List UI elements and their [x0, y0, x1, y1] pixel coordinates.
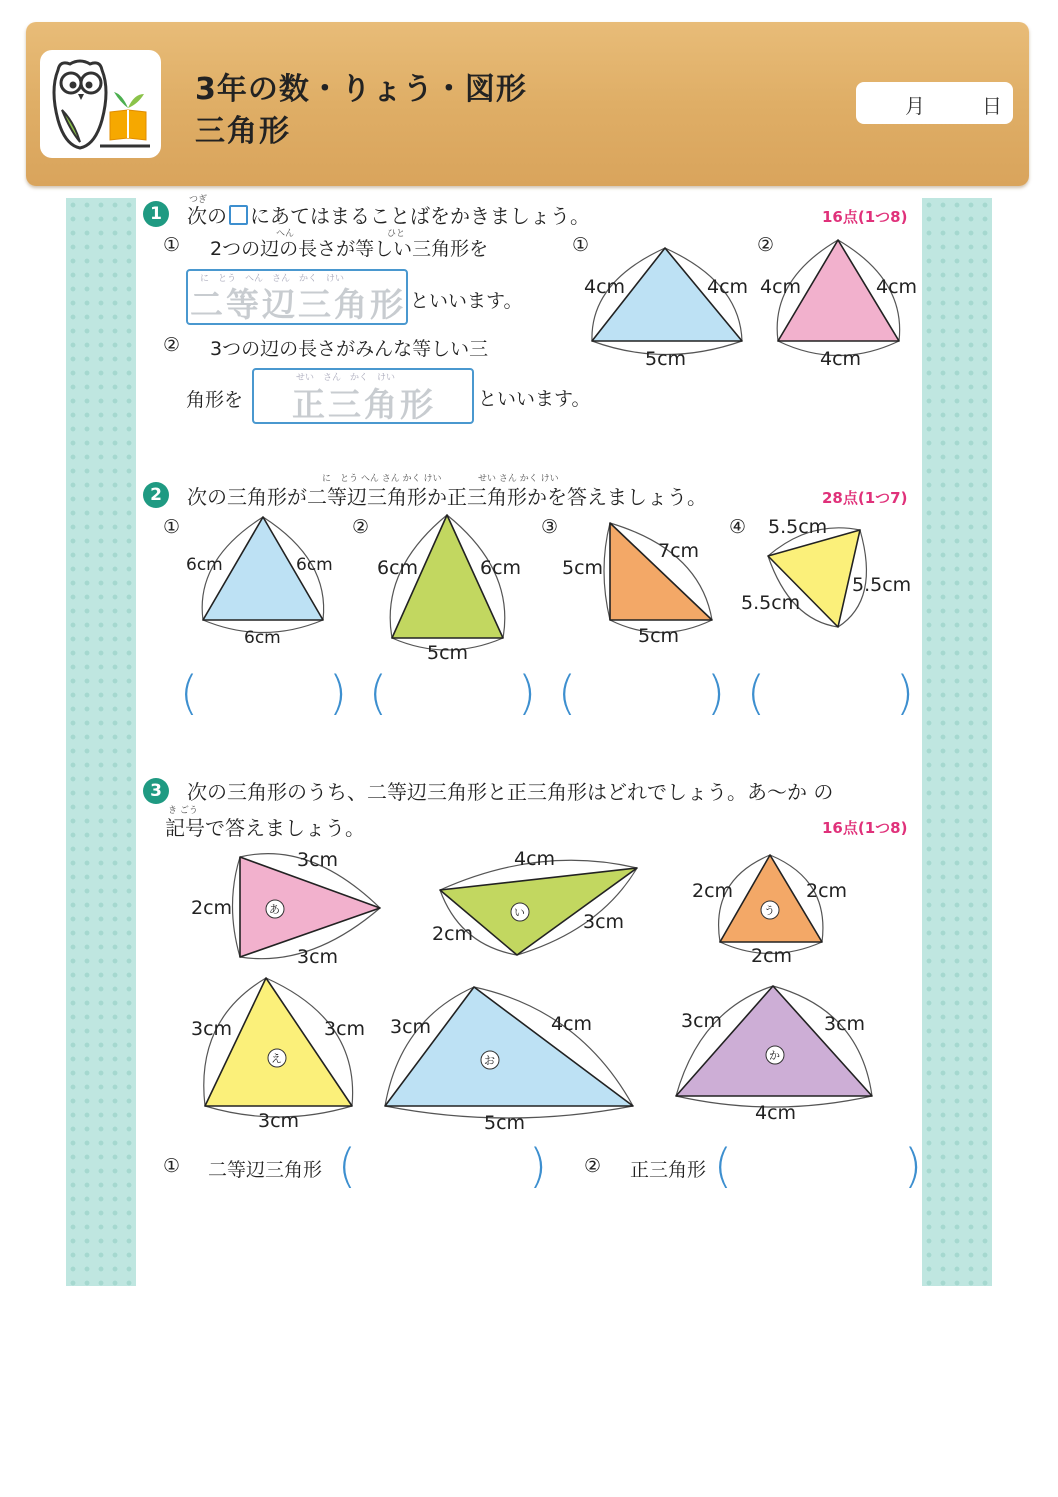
q1-answer2-ruby: せい さん かく けい	[296, 373, 396, 383]
q1-fig1-side-bottom: 5cm	[645, 348, 687, 370]
q2-fig4-mark: ④	[729, 516, 747, 538]
ruby-hito: ひと	[387, 229, 406, 239]
q3-triangle-a	[240, 857, 380, 957]
month-label: 月	[905, 94, 925, 118]
q2-points: 28点(1つ7)	[822, 489, 908, 507]
q3-id-ka: か	[769, 1049, 780, 1062]
q1-answer1-ruby: に とう へん さん かく けい	[200, 274, 345, 284]
q2-fig3-mark: ③	[541, 516, 559, 538]
q1-fig2-mark: ②	[757, 234, 775, 256]
q2-answer1-close[interactable]: )	[329, 666, 347, 720]
q1-prompt: 次の にあてはまることばをかきましょう。	[187, 204, 590, 228]
q2-fig3-side-bottom: 5cm	[638, 625, 680, 647]
ruby-tsugi: つぎ	[189, 195, 208, 205]
q2-fig1-side-bottom: 6cm	[244, 628, 281, 648]
q2-answer2-open[interactable]: (	[369, 666, 387, 720]
q1-item1-tail: といいます。	[410, 290, 523, 312]
q3-prompt-line2: 記号で答えましょう。	[165, 816, 365, 840]
q1-fig2-side-bottom: 4cm	[820, 348, 862, 370]
q1-fig2-side-right: 4cm	[876, 276, 918, 298]
q3-a-side-bottom: 3cm	[297, 946, 339, 968]
q3-i-side-top: 4cm	[514, 848, 556, 870]
ruby-kigou: き ごう	[168, 806, 198, 816]
q3-i-side-right: 3cm	[583, 911, 625, 933]
ruby-hen: へん	[276, 229, 295, 239]
q2-fig3-side-left: 5cm	[562, 557, 604, 579]
q1-fig1-side-right: 4cm	[707, 276, 749, 298]
q3-id-i: い	[514, 906, 525, 919]
day-label: 日	[982, 94, 1002, 118]
q3-e-side-right: 3cm	[324, 1018, 366, 1040]
q1-item2-tail: といいます。	[478, 388, 591, 410]
q3-answer2-close[interactable]: )	[904, 1139, 922, 1193]
q3-answer2-label: 正三角形	[630, 1159, 707, 1181]
q2-fig3-side-hyp: 7cm	[658, 540, 700, 562]
question-number-1: 1	[143, 201, 169, 227]
q2-answer4-open[interactable]: (	[747, 666, 765, 720]
q3-o-side-right: 4cm	[551, 1013, 593, 1035]
q3-e-side-left: 3cm	[191, 1018, 233, 1040]
worksheet-subtitle: 三角形	[195, 114, 291, 149]
q3-i-side-left: 2cm	[432, 923, 474, 945]
q1-answer1-trace: 二等辺三角形	[190, 285, 406, 324]
q2-fig1-side-left: 6cm	[186, 555, 223, 575]
q3-o-side-bottom: 5cm	[484, 1112, 526, 1134]
q2-fig4-side-right: 5.5cm	[852, 574, 912, 596]
q3-answer2-mark: ②	[584, 1155, 602, 1177]
question-number-2: 2	[143, 482, 169, 508]
q1-item2-text2: 角形を	[186, 389, 244, 411]
q3-answer1-open[interactable]: (	[338, 1139, 356, 1193]
q3-id-a: あ	[269, 903, 280, 916]
q3-id-e: え	[271, 1052, 282, 1065]
q1-item2-text: 3つの辺の長さがみんな等しい三	[210, 338, 489, 360]
q2-fig4-side-left: 5.5cm	[741, 592, 801, 614]
q3-points: 16点(1つ8)	[822, 819, 908, 837]
q1-item1-text: 2つの辺の長さが等しい三角形を	[210, 238, 489, 260]
q3-ka-side-bottom: 4cm	[755, 1102, 797, 1124]
q2-fig4-side-top: 5.5cm	[768, 516, 828, 538]
q2-answer4-close[interactable]: )	[896, 666, 914, 720]
q3-answer1-label: 二等辺三角形	[208, 1159, 323, 1181]
q3-answer2-open[interactable]: (	[714, 1139, 732, 1193]
q3-prompt-line1: 次の三角形のうち、二等辺三角形と正三角形はどれでしょう。あ〜か の	[187, 780, 834, 804]
q2-answer2-close[interactable]: )	[518, 666, 536, 720]
worksheet-title: 3年の数・りょう・図形	[195, 72, 527, 107]
q3-u-side-bottom: 2cm	[751, 945, 793, 967]
q2-triangle-3	[610, 523, 712, 620]
q3-answer1-close[interactable]: )	[529, 1139, 547, 1193]
q2-fig2-side-left: 6cm	[377, 557, 419, 579]
q3-u-side-right: 2cm	[806, 880, 848, 902]
q2-fig2-side-bottom: 5cm	[427, 642, 469, 664]
q3-ka-side-left: 3cm	[681, 1010, 723, 1032]
q3-id-o: お	[484, 1054, 495, 1067]
q2-fig2-side-right: 6cm	[480, 557, 522, 579]
q3-a-side-left: 2cm	[191, 897, 233, 919]
q2-ruby-equilateral: せい さん かく けい	[478, 474, 559, 484]
q2-answer3-open[interactable]: (	[558, 666, 576, 720]
q2-ruby-isosceles: に とう へん さん かく けい	[322, 474, 442, 484]
q2-answer3-close[interactable]: )	[707, 666, 725, 720]
q1-points: 16点(1つ8)	[822, 208, 908, 226]
q3-answer1-mark: ①	[163, 1155, 181, 1177]
q3-triangle-e	[205, 978, 352, 1106]
q2-fig2-mark: ②	[352, 516, 370, 538]
q3-triangle-o	[385, 987, 633, 1106]
q2-fig1-side-right: 6cm	[296, 555, 333, 575]
q3-e-side-bottom: 3cm	[258, 1110, 300, 1132]
q2-answer1-open[interactable]: (	[180, 666, 198, 720]
q1-fig1-mark: ①	[572, 234, 590, 256]
q2-fig1-mark: ①	[163, 516, 181, 538]
q3-o-side-left: 3cm	[390, 1016, 432, 1038]
q3-id-u: う	[764, 904, 775, 917]
q1-answer2-trace: 正三角形	[292, 385, 436, 424]
q2-prompt: 次の三角形が二等辺三角形か正三角形かを答えましょう。	[187, 485, 707, 509]
q3-a-side-top: 3cm	[297, 849, 339, 871]
q3-ka-side-right: 3cm	[824, 1013, 866, 1035]
q1-item2-mark: ②	[163, 334, 181, 356]
question-number-3: 3	[143, 778, 169, 804]
q3-u-side-left: 2cm	[692, 880, 734, 902]
q1-fig1-side-left: 4cm	[584, 276, 626, 298]
q1-item1-mark: ①	[163, 234, 181, 256]
q1-fig2-side-left: 4cm	[760, 276, 802, 298]
q3-triangle-ka	[676, 986, 872, 1096]
